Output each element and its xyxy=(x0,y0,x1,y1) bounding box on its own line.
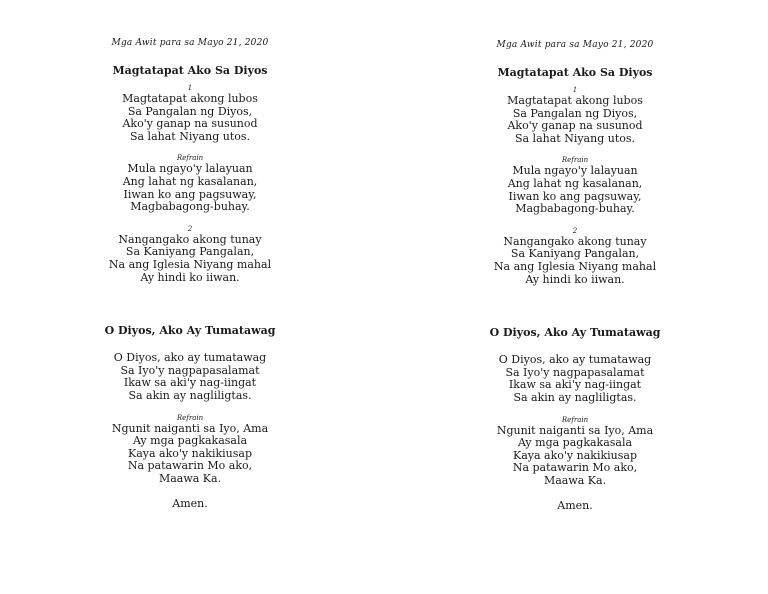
lyric-line: Maawa Ka. xyxy=(158,471,222,485)
lyric-line: Magtatapat akong lubos xyxy=(507,94,643,107)
lyric-line: Ikaw sa aki'y nag-iingat xyxy=(123,376,257,390)
song-sheet-right xyxy=(425,38,725,512)
lyric-line: Magbabagong-buhay. xyxy=(130,200,250,214)
closing-amen: Amen. xyxy=(172,497,208,511)
lyric-line: Na patawarin Mo ako, xyxy=(512,461,638,475)
lyric-line: Magbabagong-buhay. xyxy=(515,202,635,216)
refrain-label: Refrain xyxy=(561,156,589,165)
closing-amen: Amen. xyxy=(557,499,593,513)
lyric-line: Sa Kaniyang Pangalan, xyxy=(510,247,640,261)
stanza-number: 2 xyxy=(572,226,578,235)
song-title: Magtatapat Ako Sa Diyos xyxy=(497,66,653,79)
stanza xyxy=(425,227,725,286)
lyric-line: Mula ngayo'y lalayuan xyxy=(127,162,253,176)
lyric-line: Kaya ako'y nakikiusap xyxy=(513,448,637,462)
lyric-line: Sa Iyo'y nagpapasalamat xyxy=(120,363,260,377)
stanza xyxy=(425,354,725,404)
refrain xyxy=(40,154,340,213)
lyric-line: O Diyos, ako ay tumatawag xyxy=(498,353,652,367)
refrain-label: Refrain xyxy=(176,413,204,422)
refrain xyxy=(40,414,340,486)
lyric-line: Kaya ako'y nakikiusap xyxy=(128,446,252,460)
sheet-header: Mga Awit para sa Mayo 21, 2020 xyxy=(496,40,654,50)
stanza xyxy=(40,225,340,284)
lyric-line: Magtatapat akong lubos xyxy=(122,92,258,105)
lyric-line: Ay hindi ko iiwan. xyxy=(525,272,625,286)
lyric-line: Ay hindi ko iiwan. xyxy=(140,270,240,284)
lyric-line: O Diyos, ako ay tumatawag xyxy=(113,351,267,365)
lyric-line: Ako'y ganap na susunod xyxy=(507,119,643,133)
lyric-line: Sa Pangalan ng Diyos, xyxy=(512,106,638,120)
lyric-line: Ako'y ganap na susunod xyxy=(122,117,258,131)
stanza-number: 2 xyxy=(187,224,193,233)
lyric-line: Na patawarin Mo ako, xyxy=(127,459,253,473)
lyric-line: Sa Kaniyang Pangalan, xyxy=(125,245,255,259)
lyric-line: Iiwan ko ang pagsuway, xyxy=(508,189,642,203)
stanza xyxy=(40,352,340,402)
lyric-line: Sa akin ay nagliligtas. xyxy=(128,388,252,402)
refrain-label: Refrain xyxy=(176,154,204,163)
lyric-line: Ikaw sa aki'y nag-iingat xyxy=(508,378,642,392)
song-title: O Diyos, Ako Ay Tumatawag xyxy=(104,324,276,338)
lyric-line: Ngunit naiganti sa Iyo, Ama xyxy=(111,421,269,435)
song-title: O Diyos, Ako Ay Tumatawag xyxy=(489,326,661,340)
refrain xyxy=(425,416,725,488)
lyric-line: Na ang Iglesia Niyang mahal xyxy=(108,257,272,271)
refrain-label: Refrain xyxy=(561,415,589,424)
song-sheet-left xyxy=(40,36,340,510)
lyric-line: Ang lahat ng kasalanan, xyxy=(507,176,643,190)
lyric-line: Maawa Ka. xyxy=(543,473,607,487)
lyric-line: Sa lahat Niyang utos. xyxy=(129,129,251,143)
lyric-line: Ay mga pagkakasala xyxy=(132,434,248,448)
lyric-line: Nangangako akong tunay xyxy=(118,232,262,246)
song-title: Magtatapat Ako Sa Diyos xyxy=(112,64,268,77)
lyric-line: Sa lahat Niyang utos. xyxy=(514,131,636,145)
refrain xyxy=(425,156,725,215)
lyric-line: Ngunit naiganti sa Iyo, Ama xyxy=(496,423,654,437)
stanza-number: 1 xyxy=(572,86,578,94)
lyric-line: Nangangako akong tunay xyxy=(503,234,647,248)
lyric-line: Na ang Iglesia Niyang mahal xyxy=(493,259,657,273)
lyric-line: Sa Pangalan ng Diyos, xyxy=(127,104,253,118)
lyric-line: Mula ngayo'y lalayuan xyxy=(512,164,638,178)
stanza xyxy=(425,86,725,145)
lyric-line: Ang lahat ng kasalanan, xyxy=(122,174,258,188)
lyric-line: Sa akin ay nagliligtas. xyxy=(513,390,637,404)
sheet-header: Mga Awit para sa Mayo 21, 2020 xyxy=(111,38,269,48)
stanza xyxy=(40,84,340,143)
lyric-line: Iiwan ko ang pagsuway, xyxy=(123,187,257,201)
stanza-number: 1 xyxy=(187,84,193,92)
lyric-line: Sa Iyo'y nagpapasalamat xyxy=(505,365,645,379)
lyric-line: Ay mga pagkakasala xyxy=(517,436,633,450)
